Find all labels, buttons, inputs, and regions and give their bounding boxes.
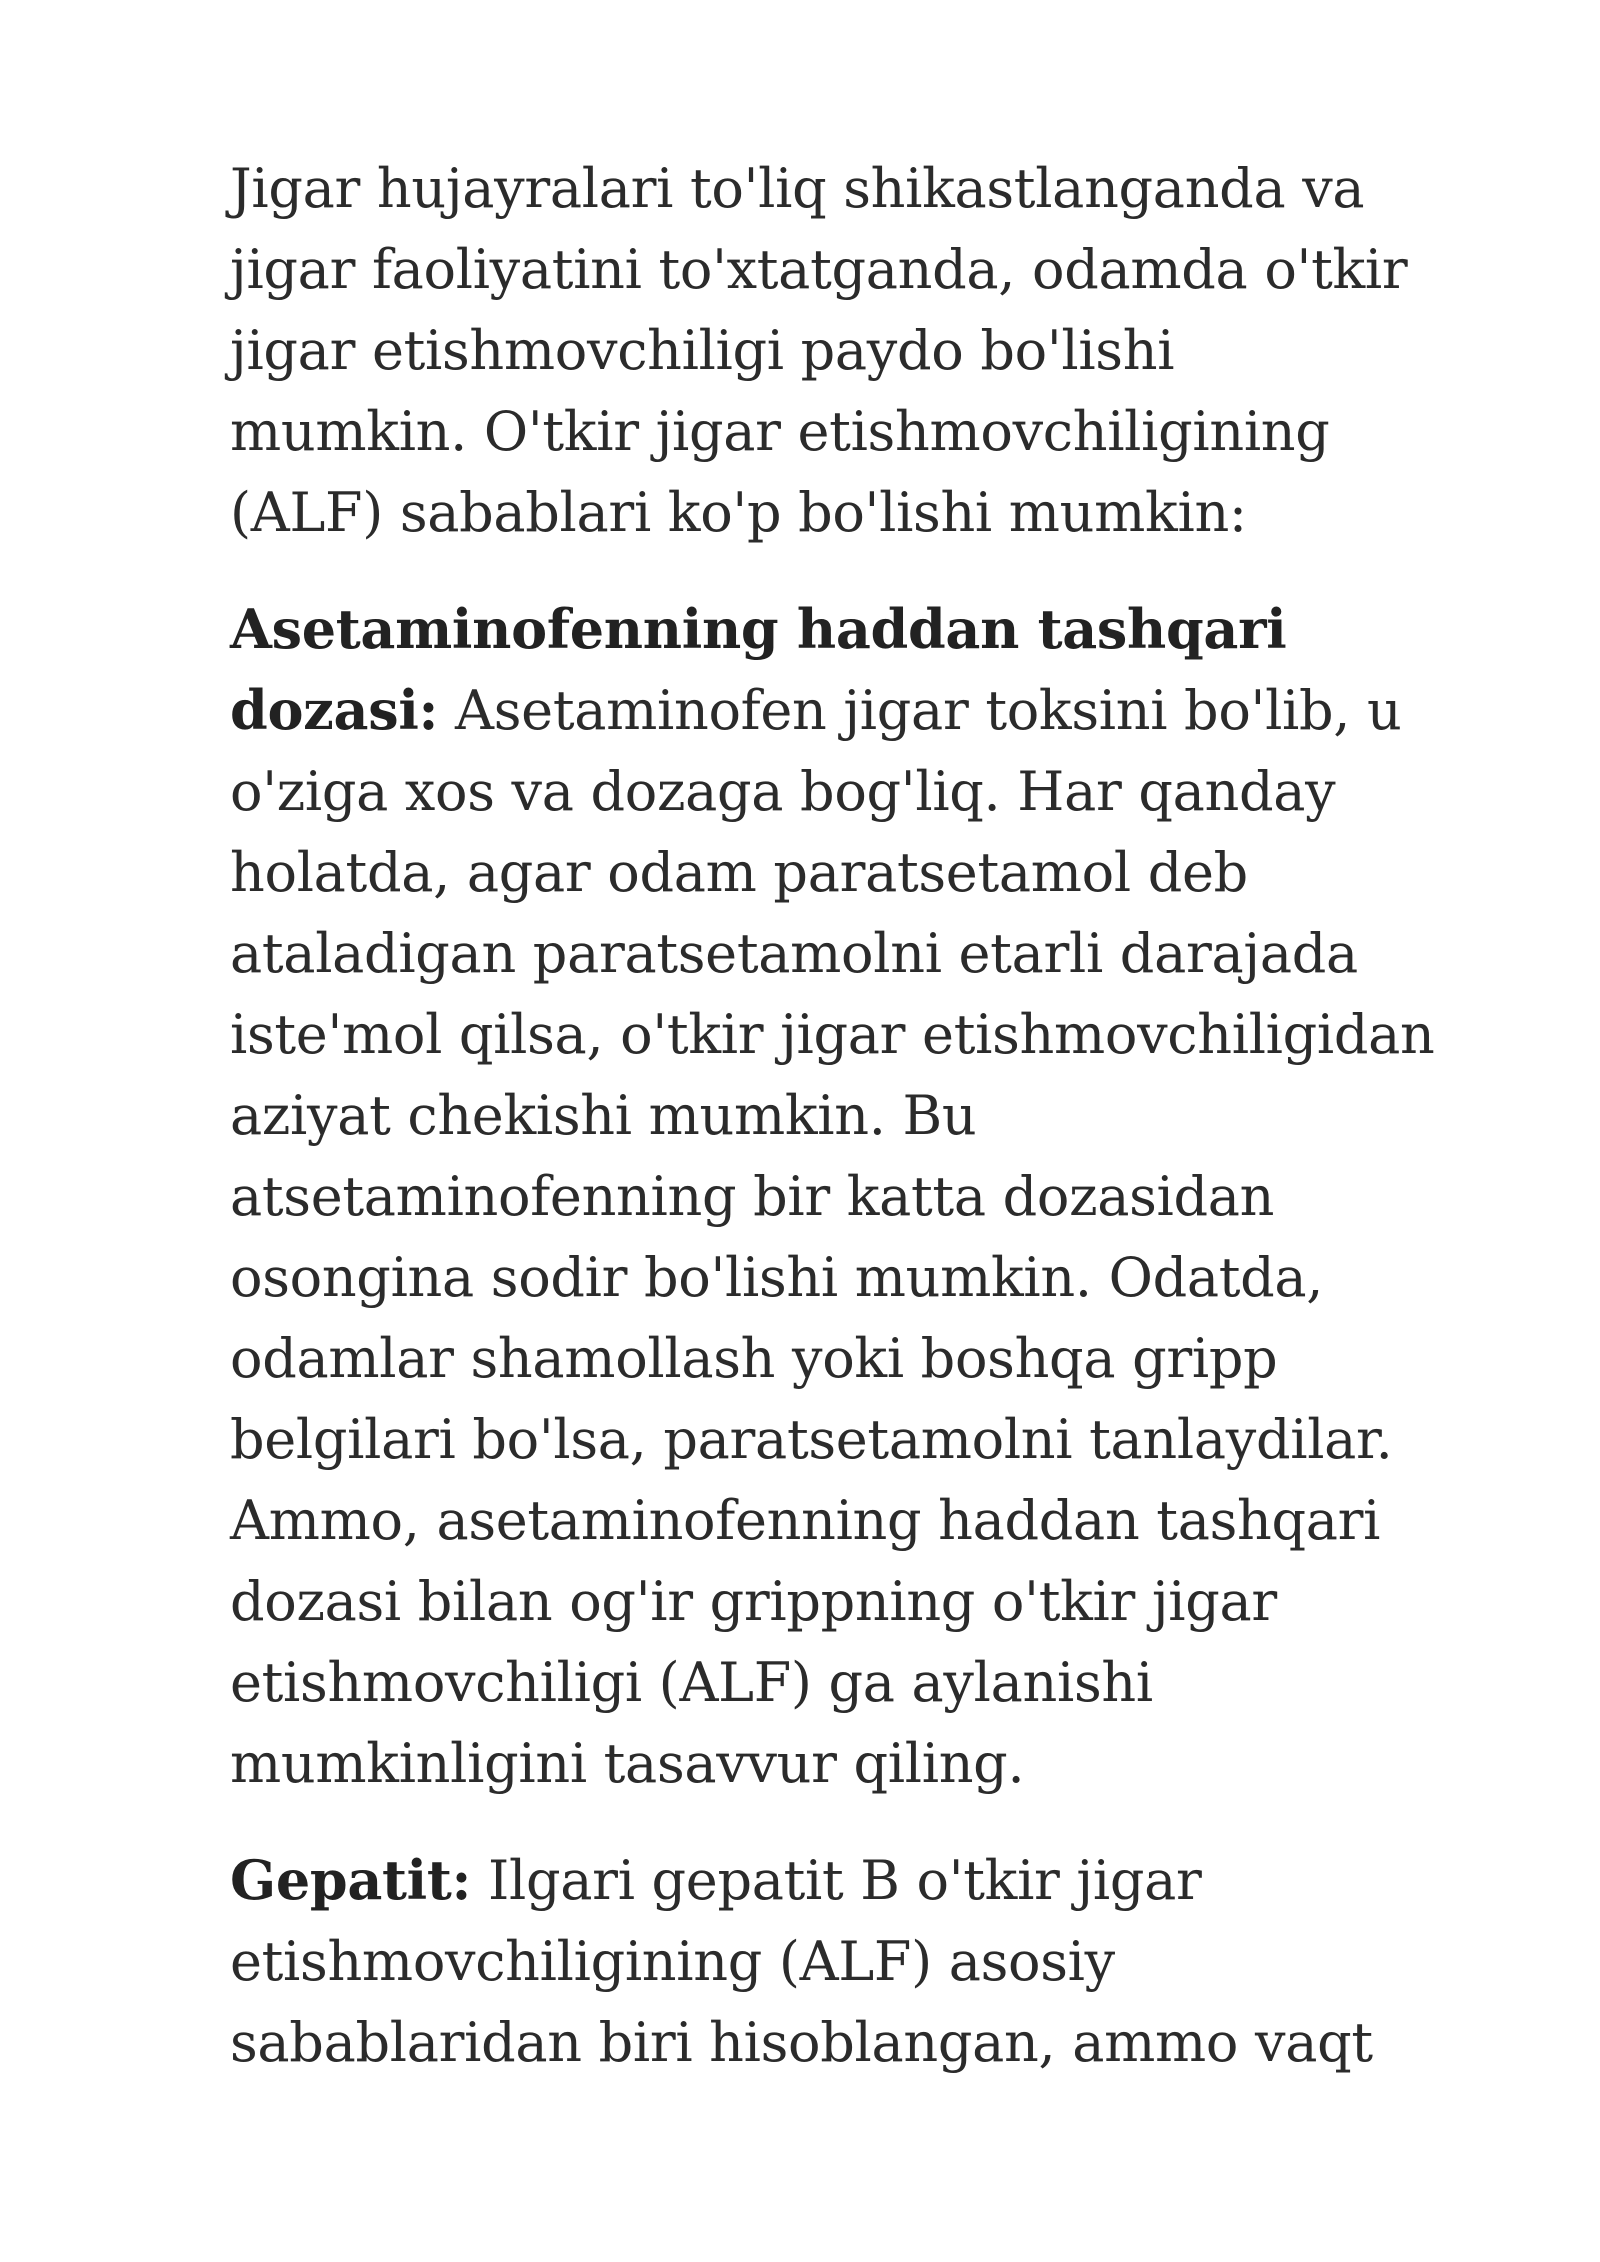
text-line: osongina sodir bo'lishi mumkin. Odatda, (230, 1246, 1324, 1309)
text-line: odamlar shamollash yoki boshqa gripp (230, 1327, 1278, 1390)
article-body (230, 148, 1530, 2119)
text-line: etishmovchiligining (ALF) asosiy (230, 1930, 1115, 1993)
text-line: jigar faoliyatini to'xtatganda, odamda o'tkir (230, 238, 1408, 301)
text-line (230, 670, 1530, 751)
term-heading: Asetaminofenning haddan tashqari (230, 597, 1287, 661)
text-line: jigar etishmovchiligi paydo bo'lishi (230, 319, 1175, 382)
text-line: sabablaridan biri hisoblangan, ammo vaqt (230, 2011, 1373, 2074)
text-line: mumkin. O'tkir jigar etishmovchiligining (230, 400, 1330, 463)
text-line: belgilari bo'lsa, paratsetamolni tanlaydilar. (230, 1408, 1393, 1471)
text-line: holatda, agar odam paratsetamol deb (230, 841, 1248, 904)
text-line: (ALF) sabablari ko'p bo'lishi mumkin: (230, 481, 1247, 544)
term-heading: Gepatit: (230, 1848, 472, 1912)
text-line: o'ziga xos va dozaga bog'liq. Har qanday (230, 760, 1336, 823)
text-line: mumkinligini tasavvur qiling. (230, 1732, 1025, 1795)
text-run: Asetaminofen jigar toksini bo'lib, u (438, 679, 1402, 742)
text-line: Ammo, asetaminofenning haddan tashqari (230, 1489, 1381, 1552)
text-line: Jigar hujayralari to'liq shikastlanganda va (230, 157, 1365, 220)
text-line: atsetaminofenning bir katta dozasidan (230, 1165, 1275, 1228)
text-line: dozasi bilan og'ir grippning o'tkir jigar (230, 1570, 1277, 1633)
text-line: iste'mol qilsa, o'tkir jigar etishmovchiligidan (230, 1003, 1435, 1066)
text-line: aziyat chekishi mumkin. Bu (230, 1084, 977, 1147)
hepatitis-paragraph (230, 1840, 1530, 2083)
intro-paragraph (230, 148, 1530, 553)
text-line: etishmovchiligi (ALF) ga aylanishi (230, 1651, 1153, 1714)
text-line: ataladigan paratsetamolni etarli darajada (230, 922, 1358, 985)
text-line (230, 1840, 1530, 1921)
acetaminophen-paragraph (230, 589, 1530, 1804)
text-run: Ilgari gepatit B o'tkir jigar (471, 1849, 1202, 1912)
term-heading: dozasi: (230, 678, 439, 742)
